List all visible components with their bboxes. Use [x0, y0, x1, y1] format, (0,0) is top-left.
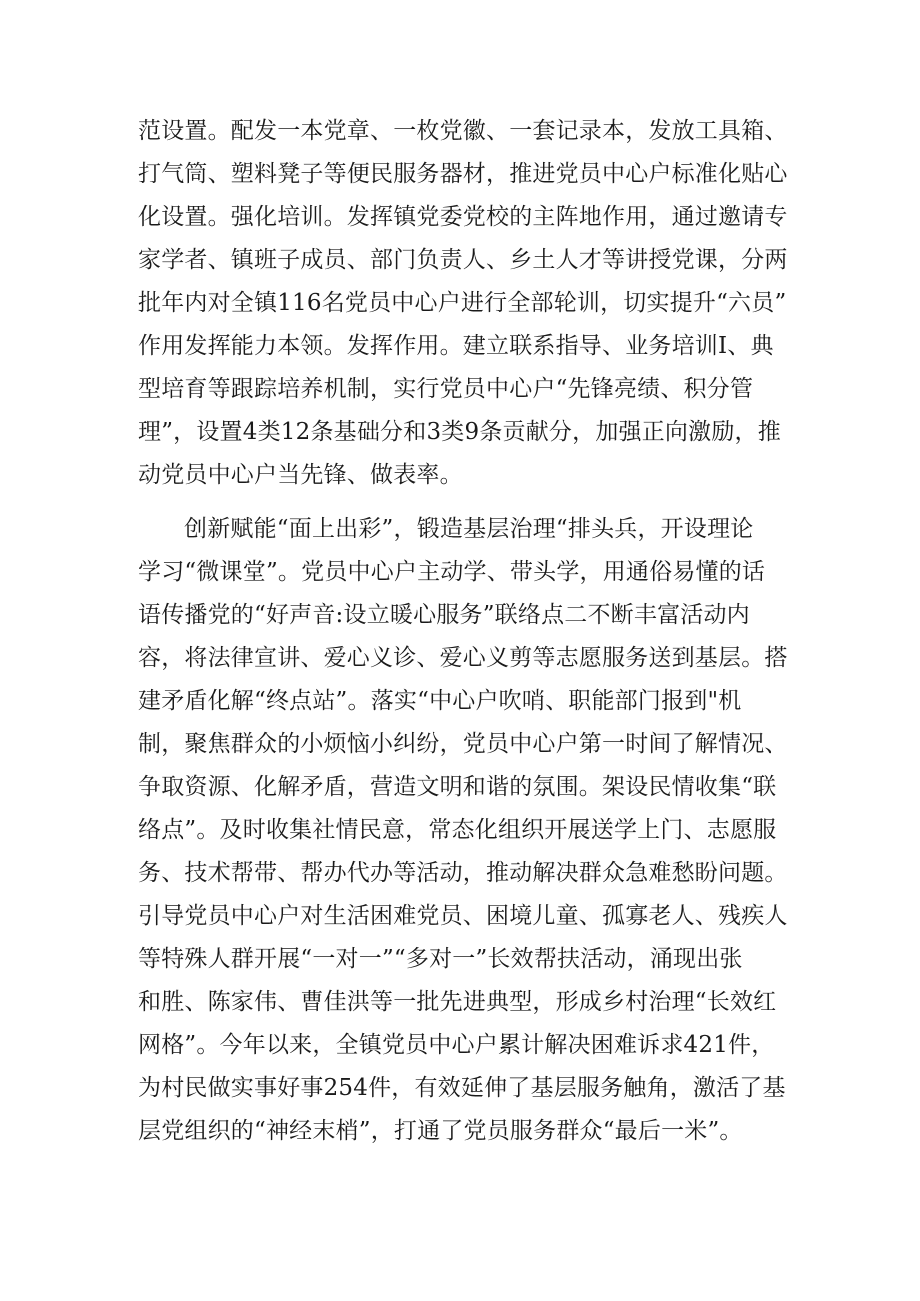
text-line: 络点”。及时收集社情民意，常态化组织开展送学上门、志愿服 — [138, 817, 777, 843]
text-line: 型培育等跟踪培养机制，实行党员中心户“先锋亮绩、积分管 — [138, 376, 754, 402]
text-line: 引导党员中心户对生活困难党员、困境儿童、孤寡老人、残疾人 — [138, 903, 788, 929]
text-line: 动党员中心户当先锋、做表率。 — [138, 462, 463, 488]
text-line: 理”，设置4类12条基础分和3类9条贡献分，加强正向激励，推 — [138, 419, 781, 445]
text-line: 批年内对全镇116名党员中心户进行全部轮训，切实提升“六员” — [138, 290, 787, 316]
text-line: 为村民做实事好事254件，有效延伸了基层服务触角，激活了基 — [138, 1075, 786, 1101]
text-line: 学习“微课堂”。党员中心户主动学、带头学，用通俗易懂的话 — [138, 559, 766, 585]
text-line: 范设置。配发一本党章、一枚党徽、一套记录本，发放工具箱、 — [138, 118, 788, 144]
text-line: 打气筒、塑料凳子等便民服务器材，推进党员中心户标准化贴心 — [138, 161, 788, 187]
text-line: 建矛盾化解“终点站”。落实“中心户吹哨、职能部门报到"机 — [138, 688, 742, 714]
text-line: 争取资源、化解矛盾，营造文明和谐的氛围。架设民情收集“联 — [138, 774, 777, 800]
text-line: 家学者、镇班子成员、部门负责人、乡土人才等讲授党课，分两 — [138, 247, 788, 273]
text-line: 等特殊人群开展“一对一”“多对一”长效帮扶活动，涌现出张 — [138, 946, 743, 972]
text-line: 和胜、陈家伟、曹佳洪等一批先进典型，形成乡村治理“长效红 — [138, 989, 777, 1015]
text-line: 创新赋能“面上出彩”，锻造基层治理“排头兵，开设理论 — [184, 516, 754, 542]
text-line: 作用发挥能力本领。发挥作用。建立联系指导、业务培训I、典 — [138, 333, 774, 359]
text-line: 化设置。强化培训。发挥镇党委党校的主阵地作用，通过邀请专 — [138, 204, 788, 230]
paragraph-2 — [138, 508, 798, 1153]
text-line: 务、技术帮带、帮办代办等活动，推动解决群众急难愁盼问题。 — [138, 860, 788, 886]
text-line: 层党组织的“神经末梢”，打通了党员服务群众“最后一米”。 — [138, 1118, 743, 1144]
text-line: 语传播党的“好声音:设立暖心服务”联络点二不断丰富活动内 — [138, 602, 750, 628]
text-line: 制，聚焦群众的小烦恼小纠纷，党员中心户第一时间了解情况、 — [138, 731, 788, 757]
text-line: 网格”。今年以来，全镇党员中心户累计解决困难诉求421件， — [138, 1032, 775, 1058]
text-line: 容，将法律宣讲、爱心义诊、爱心义剪等志愿服务送到基层。搭 — [138, 645, 788, 671]
paragraph-1 — [138, 110, 798, 497]
